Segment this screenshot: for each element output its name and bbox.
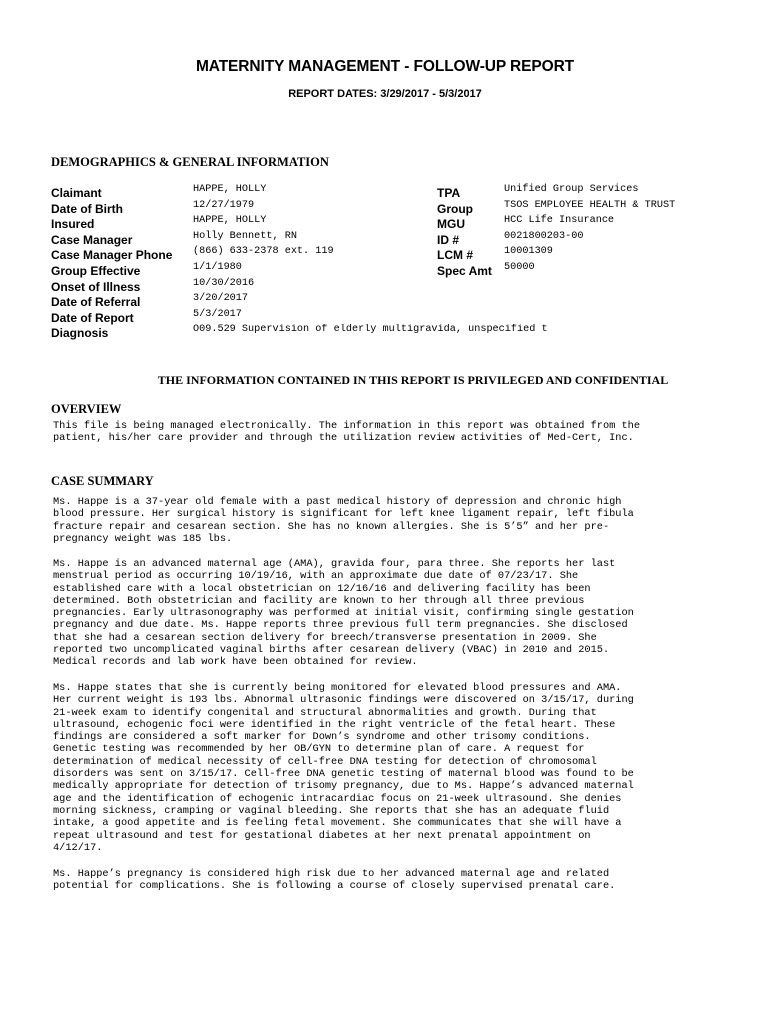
- report-date-value: 5/3/2017: [193, 308, 242, 320]
- lcm-value: 10001309: [504, 246, 553, 258]
- diagnosis-value: O09.529 Supervision of elderly multigravida, unspecified t: [193, 324, 548, 336]
- case-summary-paragraph: Ms. Happe is a 37-year old female with a past medical history of depression and chronic high blood pressure. Her surgical history is significant for left knee ligament repair, left fibula fracture repair and cesarean section. She has no known allergies. She is 5’5” and her pre- pregnancy weight was 185 lbs.: [53, 496, 634, 545]
- overview-heading: OVERVIEW: [51, 402, 122, 416]
- dob-value: 12/27/1979: [193, 199, 255, 211]
- report-date-label: Date of Report: [51, 310, 134, 325]
- case-manager-phone-label: Case Manager Phone: [51, 248, 173, 263]
- onset-label: Onset of Illness: [51, 279, 141, 294]
- case-manager-label: Case Manager: [51, 232, 133, 247]
- group-effective-label: Group Effective: [51, 263, 141, 278]
- case-summary-paragraph: Ms. Happe states that she is currently being monitored for elevated blood pressures and AMA. Her current weight is 193 lbs. Abnormal ultrasonic findings were discovered on 3/15/17, during 21-week exam to identify congenital and structural abnormalities and growth. During that ultrasound, echogenic foci were identified in the right ventricle of the fetal heart. These findings are considered a soft marker for Down’s syndrome and other trisomy conditions. Genetic testing was recommended by her OB/GYN to determine plan of care. A request for determination of medical necessity of cell-free DNA testing for detection of chromosomal disorders was sent on 3/15/17. Cell-free DNA genetic testing of maternal blood was found to be medically appropriate for detection of trisomy pregnancy, due to Ms. Happe’s advanced maternal age and the identification of echogenic intracardiac focus on 21-week ultrasound. She denies morning sickness, cramping or vaginal bleeding. She reports that she has an adequate fluid intake, a good appetite and is feeling fetal movement. She communicates that she will have a repeat ultrasound and test for gestational diabetes at her next prenatal appointment on 4/12/17.: [53, 682, 634, 854]
- case-summary-paragraph: Ms. Happe’s pregnancy is considered high risk due to her advanced maternal age and related potential for complications. She is following a course of closely supervised prenatal care.: [53, 868, 616, 893]
- demographics-right-values: [504, 184, 675, 278]
- referral-date-value: 3/20/2017: [193, 293, 249, 305]
- insured-value: HAPPE, HOLLY: [193, 215, 267, 227]
- referral-date-label: Date of Referral: [51, 295, 141, 310]
- mgu-label: MGU: [437, 217, 465, 232]
- id-value: 0021800203-00: [504, 230, 584, 242]
- case-summary-heading: CASE SUMMARY: [51, 474, 154, 488]
- report-title: MATERNITY MANAGEMENT - FOLLOW-UP REPORT: [195, 58, 575, 75]
- demographics-heading: DEMOGRAPHICS & GENERAL INFORMATION: [51, 155, 329, 169]
- demographics-left-labels: [51, 186, 191, 342]
- insured-label: Insured: [51, 217, 95, 232]
- overview-text: This file is being managed electronically. The information in this report was obtained from the patient, his/her care provider and through the utilization review activities of Med-Cert, Inc.: [53, 420, 641, 445]
- claimant-label: Claimant: [51, 186, 102, 200]
- case-summary-paragraph: Ms. Happe is an advanced maternal age (AMA), gravida four, para three. She reports her last menstrual period as occurring 10/19/16, with an approximate due date of 07/23/17. She established care with a local obstetrician on 12/16/16 and delivering facility has been determined. Both obstetrician and facility are known to her through all three previous pregnancies. Early ultrasonography was performed at initial visit, confirming single gestation pregnancy and due date. Ms. Happe reports three previous full term pregnancies. She disclosed that she had a cesarean section delivery for breech/transverse presentation in 2009. She reported two uncomplicated vaginal births after cesarean delivery (VBAC) in 2010 and 2015. Medical records and lab work have been obtained for review.: [53, 558, 634, 669]
- group-value: TSOS EMPLOYEE HEALTH & TRUST: [504, 199, 676, 211]
- tpa-label: TPA: [437, 186, 461, 200]
- tpa-value: Unified Group Services: [504, 184, 639, 195]
- demographics-right-labels: [437, 186, 503, 280]
- case-manager-phone-value: (866) 633-2378 ext. 119: [193, 246, 334, 258]
- confidentiality-notice: THE INFORMATION CONTAINED IN THIS REPORT IS PRIVILEGED AND CONFIDENTIAL: [157, 373, 669, 387]
- id-label: ID #: [437, 232, 460, 247]
- dob-label: Date of Birth: [51, 201, 123, 216]
- report-dates: REPORT DATES: 3/29/2017 - 5/3/2017: [288, 88, 482, 100]
- case-manager-value: Holly Bennett, RN: [193, 230, 297, 242]
- onset-value: 10/30/2016: [193, 277, 255, 289]
- group-effective-value: 1/1/1980: [193, 261, 242, 273]
- mgu-value: HCC Life Insurance: [504, 215, 615, 227]
- group-label: Group: [437, 201, 473, 216]
- spec-amt-value: 50000: [504, 261, 535, 273]
- diagnosis-label: Diagnosis: [51, 326, 109, 341]
- lcm-label: LCM #: [437, 248, 473, 263]
- spec-amt-label: Spec Amt: [437, 263, 492, 278]
- claimant-value: HAPPE, HOLLY: [193, 184, 267, 195]
